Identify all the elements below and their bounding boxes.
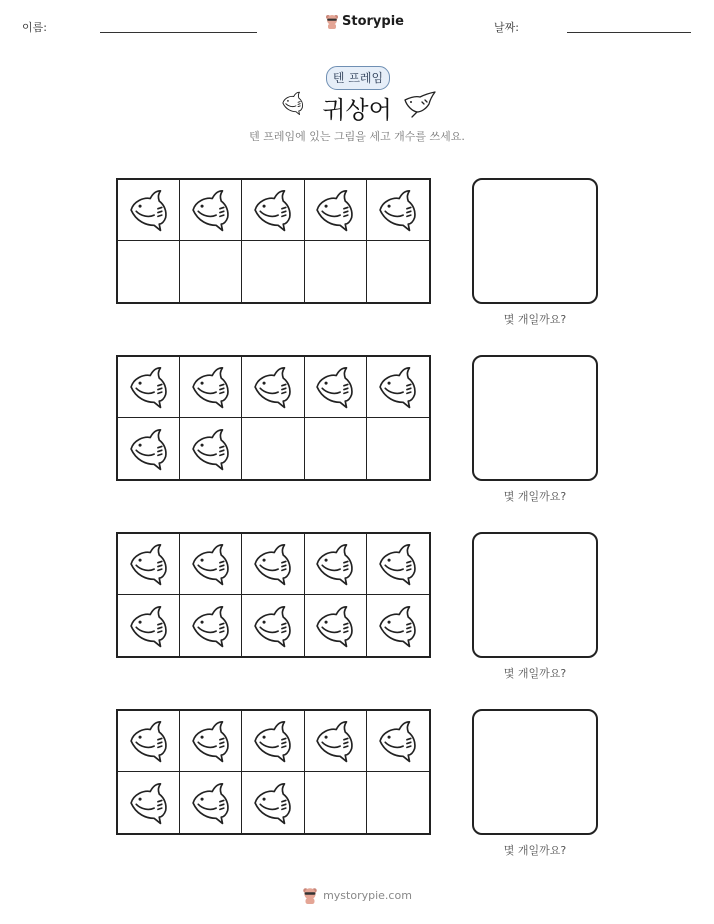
shark-icon bbox=[250, 541, 296, 587]
answer-box[interactable] bbox=[472, 178, 598, 304]
date-line[interactable] bbox=[567, 32, 691, 33]
ten-frame-cell bbox=[242, 711, 304, 772]
shark-icon bbox=[126, 187, 172, 233]
answer-box[interactable] bbox=[472, 532, 598, 658]
shark-icon bbox=[312, 187, 358, 233]
shark-icon bbox=[375, 603, 421, 649]
date-label: 날짜: bbox=[494, 21, 519, 34]
shark-icon bbox=[188, 541, 234, 587]
shark-icon bbox=[250, 603, 296, 649]
bear-mascot-icon bbox=[325, 13, 339, 29]
shark-icon bbox=[126, 780, 172, 826]
shark-icon bbox=[188, 603, 234, 649]
shark-icon bbox=[250, 187, 296, 233]
ten-frame-cell bbox=[180, 534, 242, 595]
ten-frame-cell bbox=[118, 357, 180, 418]
ten-frame-cell bbox=[180, 711, 242, 772]
ten-frame-cell bbox=[305, 534, 367, 595]
answer-box[interactable] bbox=[472, 355, 598, 481]
ten-frame-cell bbox=[118, 418, 180, 479]
ten-frame-cell bbox=[305, 595, 367, 656]
shark-icon bbox=[312, 603, 358, 649]
count-question: 몇 개일까요? bbox=[503, 490, 567, 503]
shark-icon bbox=[312, 364, 358, 410]
shark-icon bbox=[375, 364, 421, 410]
shark-icon bbox=[126, 426, 172, 472]
brand-logo bbox=[325, 13, 404, 29]
shark-icon bbox=[188, 780, 234, 826]
name-label: 이름: bbox=[22, 21, 47, 34]
ten-frame-cell bbox=[180, 357, 242, 418]
footer bbox=[0, 886, 714, 904]
shark-icon bbox=[188, 364, 234, 410]
ten-frame bbox=[116, 532, 431, 658]
brand-name: Storypie bbox=[342, 13, 404, 29]
ten-frame-cell bbox=[180, 772, 242, 833]
ten-frame-cell bbox=[367, 534, 429, 595]
shark-icon bbox=[188, 426, 234, 472]
shark-icon bbox=[126, 603, 172, 649]
shark-icon bbox=[126, 541, 172, 587]
bear-mascot-icon bbox=[302, 886, 318, 904]
ten-frame-cell bbox=[367, 772, 429, 833]
shark-icon bbox=[375, 541, 421, 587]
ten-frame-cell bbox=[242, 241, 304, 302]
count-question: 몇 개일까요? bbox=[503, 667, 567, 680]
ten-frame-cell bbox=[118, 180, 180, 241]
shark-icon bbox=[312, 541, 358, 587]
name-line[interactable] bbox=[100, 32, 257, 33]
ten-frame-cell bbox=[305, 711, 367, 772]
ten-frame bbox=[116, 709, 431, 835]
ten-frame bbox=[116, 355, 431, 481]
ten-frame-cell bbox=[242, 180, 304, 241]
ten-frame-cell bbox=[180, 418, 242, 479]
ten-frame-cell bbox=[242, 357, 304, 418]
ten-frame-cell bbox=[242, 595, 304, 656]
ten-frame-cell bbox=[305, 357, 367, 418]
ten-frame-cell bbox=[305, 772, 367, 833]
ten-frame-cell bbox=[367, 241, 429, 302]
shark-icon bbox=[188, 187, 234, 233]
ten-frame-cell bbox=[242, 772, 304, 833]
shark-icon bbox=[250, 364, 296, 410]
shark-icon bbox=[126, 718, 172, 764]
ten-frame-cell bbox=[305, 180, 367, 241]
ten-frame-cell bbox=[242, 418, 304, 479]
ten-frame-cell bbox=[118, 241, 180, 302]
worksheet-title: 귀상어 bbox=[322, 96, 392, 124]
ten-frame-cell bbox=[305, 241, 367, 302]
ten-frame-cell bbox=[367, 357, 429, 418]
ten-frame-cell bbox=[180, 241, 242, 302]
ten-frame-cell bbox=[118, 772, 180, 833]
ten-frame-cell bbox=[367, 595, 429, 656]
shark-icon bbox=[312, 718, 358, 764]
category-badge: 텐 프레임 bbox=[326, 66, 390, 90]
ten-frame-cell bbox=[118, 595, 180, 656]
ten-frame-cell bbox=[367, 711, 429, 772]
footer-url[interactable]: mystorypie.com bbox=[323, 888, 412, 902]
answer-box[interactable] bbox=[472, 709, 598, 835]
shark-icon bbox=[250, 780, 296, 826]
shark-icon bbox=[126, 364, 172, 410]
ten-frame-cell bbox=[305, 418, 367, 479]
count-question: 몇 개일까요? bbox=[503, 844, 567, 857]
shark-icon bbox=[188, 718, 234, 764]
ten-frame-cell bbox=[180, 595, 242, 656]
ten-frame-cell bbox=[367, 180, 429, 241]
shark-icon bbox=[250, 718, 296, 764]
shark-icon bbox=[375, 187, 421, 233]
shark-icon bbox=[375, 718, 421, 764]
ten-frame-cell bbox=[180, 180, 242, 241]
ten-frame-cell bbox=[118, 711, 180, 772]
count-question: 몇 개일까요? bbox=[503, 313, 567, 326]
instruction-text: 텐 프레임에 있는 그림을 세고 개수를 쓰세요. bbox=[249, 130, 465, 143]
ten-frame-cell bbox=[118, 534, 180, 595]
ten-frame bbox=[116, 178, 431, 304]
ten-frame-cell bbox=[242, 534, 304, 595]
ten-frame-cell bbox=[367, 418, 429, 479]
stingray-icon bbox=[402, 90, 438, 118]
